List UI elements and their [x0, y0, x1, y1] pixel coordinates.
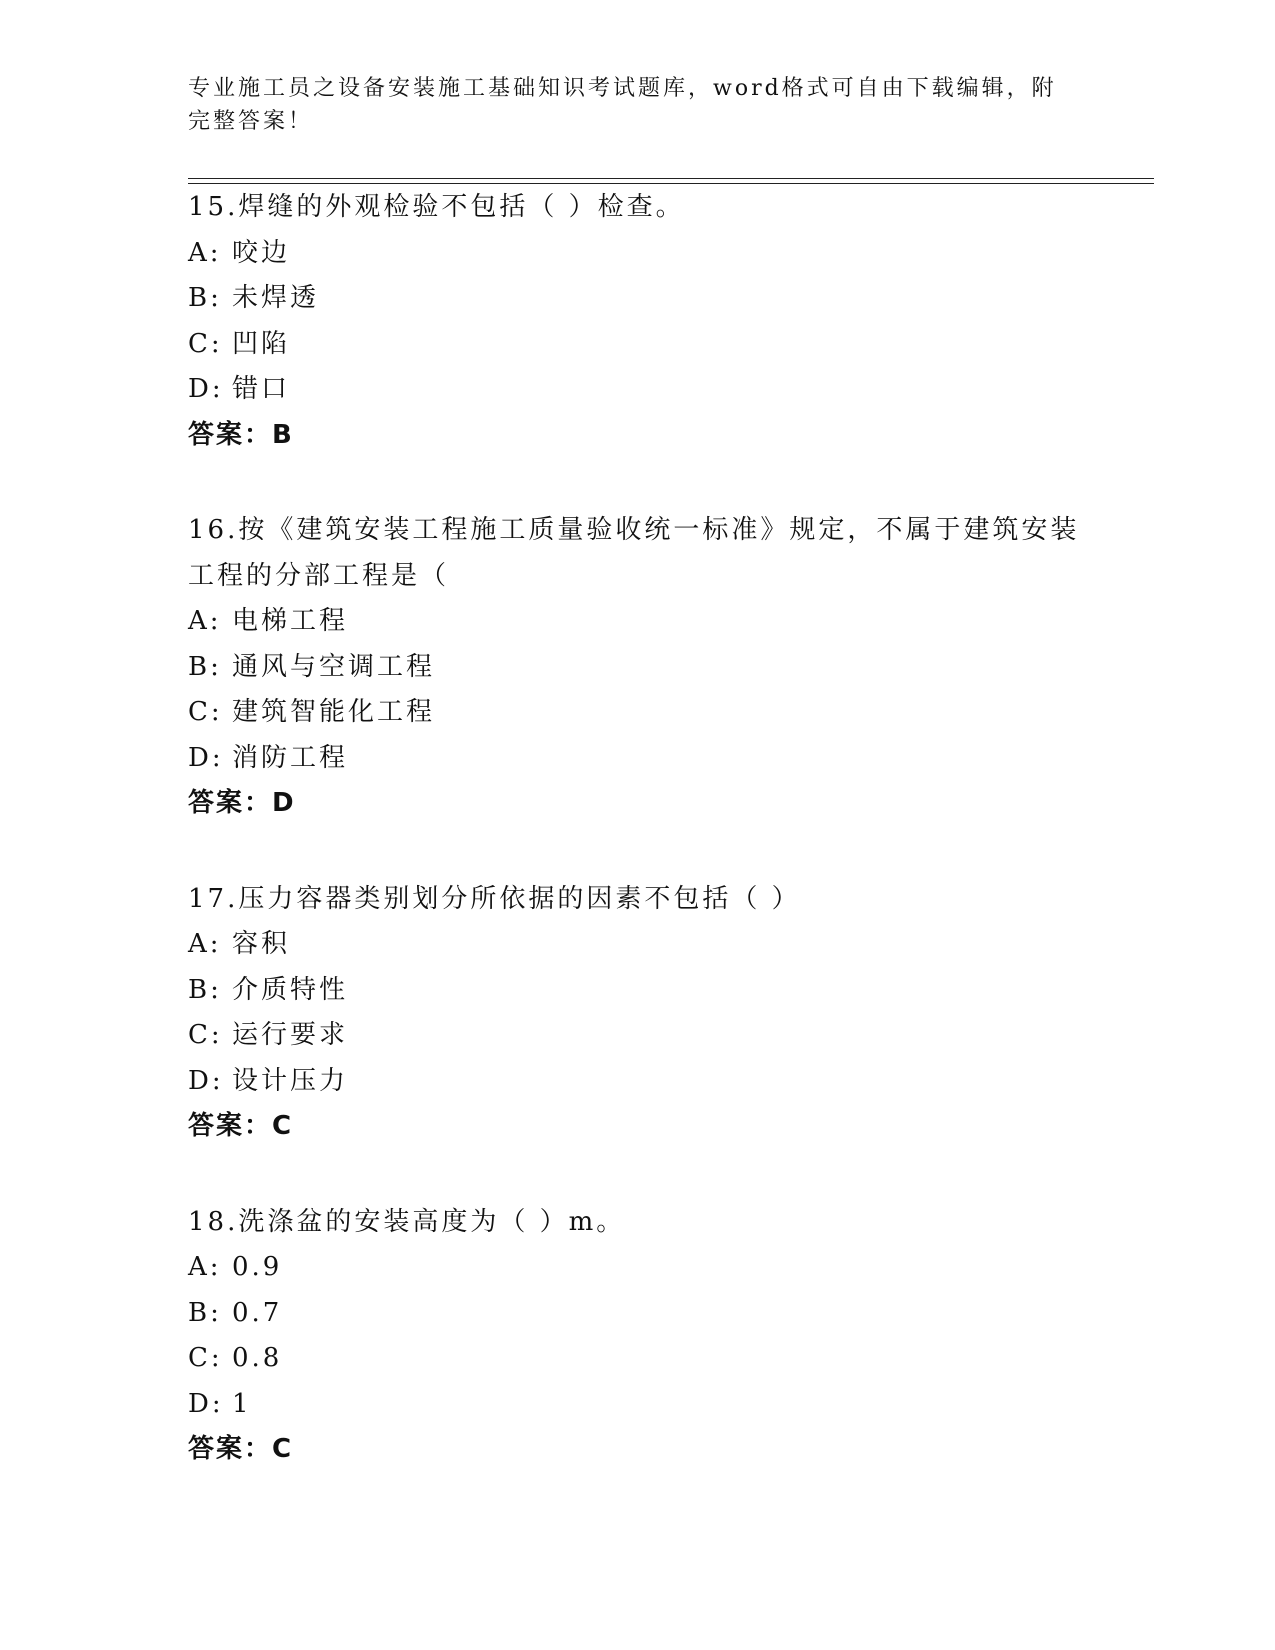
answer-option [188, 645, 1088, 691]
option-text: 介质特性 [232, 974, 349, 1005]
option-key: B: [188, 1297, 222, 1328]
question-stem: 16.按《建筑安装工程施工质量验收统一标准》规定，不属于建筑安装工程的分部工程是（ [188, 515, 1080, 591]
option-key: A: [188, 237, 222, 268]
answer-option [188, 1291, 1088, 1337]
answer-option [188, 231, 1088, 277]
answer-line: 答案：C [188, 1111, 294, 1141]
answer-option [188, 1059, 1088, 1105]
question-stem: 15.焊缝的外观检验不包括（ ）检查。 [188, 192, 685, 222]
answer-option [188, 1382, 1088, 1428]
answer-line: 答案：C [188, 1434, 294, 1464]
option-key: A: [188, 929, 222, 959]
question-stem: 17.压力容器类别划分所依据的因素不包括（ ） [188, 883, 801, 914]
option-text: 咬边 [232, 237, 291, 268]
option-text: 未焊透 [232, 283, 320, 313]
option-key: A: [188, 606, 222, 636]
answer-option [188, 968, 1088, 1014]
option-key: C: [188, 697, 223, 727]
option-key: C: [188, 1343, 223, 1373]
option-text: 建筑智能化工程 [232, 697, 436, 727]
option-text: 凹陷 [232, 328, 291, 359]
question-stem: 18.洗涤盆的安装高度为（ ）m。 [188, 1206, 626, 1237]
answer-option [188, 1336, 1088, 1382]
option-text: 错口 [232, 374, 291, 404]
option-text: 0.8 [232, 1343, 283, 1373]
option-key: C: [188, 328, 223, 359]
question-list [188, 185, 1088, 1473]
option-text: 容积 [232, 929, 291, 959]
answer-option [188, 322, 1088, 368]
option-text: 运行要求 [232, 1020, 349, 1050]
answer-option [188, 1013, 1088, 1059]
question-block [188, 1200, 1088, 1473]
option-key: D: [188, 1065, 224, 1096]
answer-option [188, 276, 1088, 322]
option-text: 0.9 [232, 1252, 283, 1282]
question-block [188, 877, 1088, 1150]
answer-line: 答案：D [188, 788, 296, 818]
answer-option [188, 922, 1088, 968]
header-divider-bottom [188, 183, 1154, 184]
option-key: C: [188, 1020, 223, 1050]
option-key: B: [188, 651, 222, 682]
option-key: B: [188, 283, 222, 313]
option-text: 电梯工程 [232, 606, 349, 636]
option-text: 消防工程 [232, 742, 349, 773]
option-text: 0.7 [232, 1297, 283, 1328]
answer-option [188, 367, 1088, 413]
option-text: 通风与空调工程 [232, 651, 436, 682]
option-key: D: [188, 374, 224, 404]
question-block [188, 185, 1088, 458]
question-block [188, 508, 1088, 827]
answer-option [188, 736, 1088, 782]
answer-line: 答案：B [188, 419, 294, 450]
option-text: 1 [232, 1388, 252, 1419]
answer-option [188, 1245, 1088, 1291]
option-key: D: [188, 1388, 224, 1419]
header-divider-top [188, 178, 1154, 179]
option-text: 设计压力 [232, 1065, 349, 1096]
document-header: 专业施工员之设备安装施工基础知识考试题库，word格式可自由下载编辑，附完整答案！ [188, 76, 1057, 134]
option-key: B: [188, 974, 222, 1005]
answer-option [188, 599, 1088, 645]
option-key: A: [188, 1252, 222, 1282]
answer-option [188, 690, 1088, 736]
option-key: D: [188, 742, 224, 773]
